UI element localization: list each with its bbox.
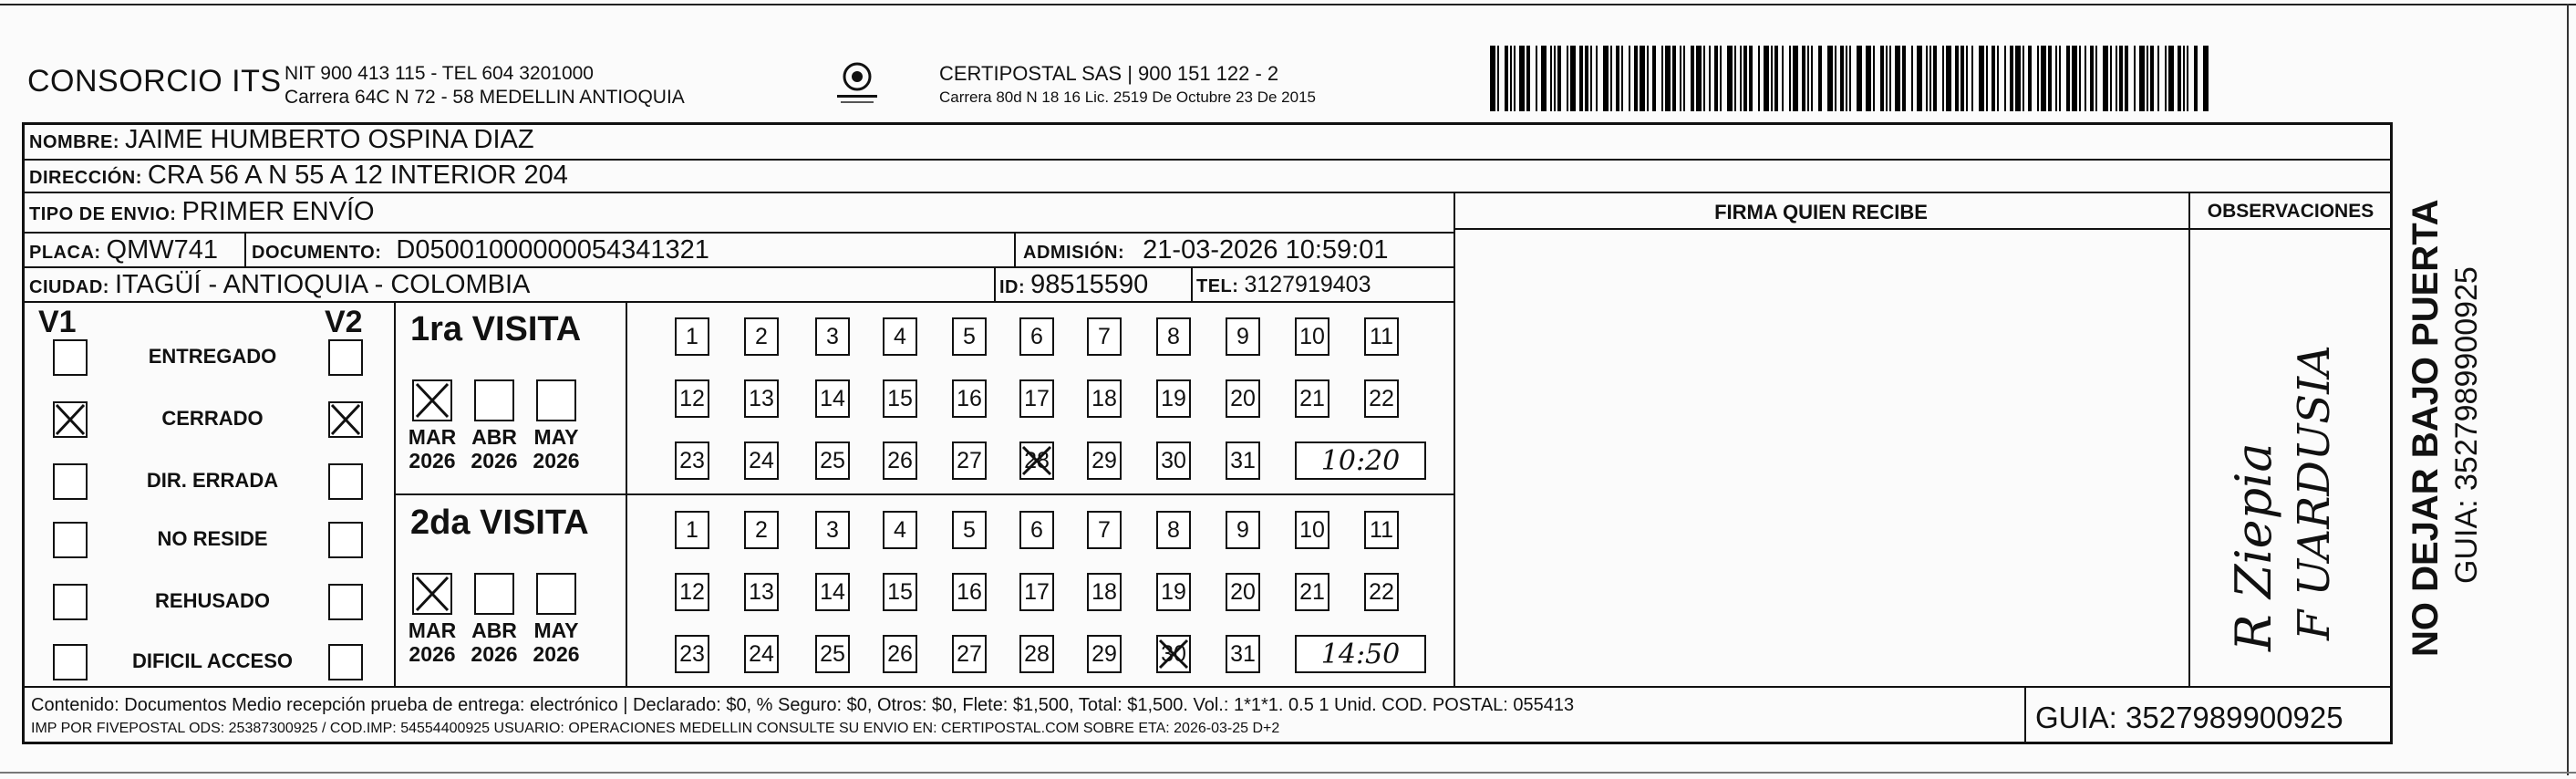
month-label: MAR 2026 — [408, 425, 457, 473]
side-guia-number: GUIA: 3527989900925 — [2449, 266, 2484, 584]
visit-time-box[interactable]: 14:50 — [1295, 635, 1426, 673]
month-checkbox[interactable] — [536, 379, 576, 421]
day-box[interactable]: 16 — [952, 573, 987, 611]
day-box[interactable]: 1 — [675, 317, 709, 356]
month-checkbox[interactable] — [474, 379, 514, 421]
admision-value: 21-03-2026 10:59:01 — [1143, 235, 1389, 265]
placa-row — [29, 235, 218, 265]
nombre-label: NOMBRE: — [29, 132, 120, 152]
row-line-3 — [22, 232, 1454, 234]
ciudad-value: ITAGÜÍ - ANTIOQUIA - COLOMBIA — [114, 270, 531, 299]
day-box[interactable]: 24 — [744, 635, 779, 673]
company-name: CONSORCIO ITS — [27, 64, 282, 99]
day-box[interactable]: 30 — [1156, 635, 1191, 673]
footer-imp: IMP POR FIVEPOSTAL ODS: 25387300925 / COD.IMP: 54554400925 USUARIO: OPERACIONES MEDELLIN CONSULTE SU ENVIO EN: CERTIPOSTAL.COM SOBRE ETA: 2026-03-25 D+2 — [31, 721, 1280, 736]
day-box[interactable]: 28 — [1019, 441, 1054, 480]
day-box[interactable]: 26 — [883, 441, 917, 480]
col-line-id — [994, 266, 996, 301]
tel-row — [1196, 272, 1371, 298]
footer-guia: GUIA: 3527989900925 — [2035, 701, 2343, 734]
day-box[interactable]: 14 — [815, 379, 850, 418]
month-label: MAY 2026 — [533, 425, 580, 473]
courier-logo — [832, 58, 883, 109]
courier-name-line: CERTIPOSTAL SAS | 900 151 122 - 2 — [939, 62, 1279, 85]
col-line-observaciones — [2188, 192, 2190, 686]
day-box[interactable]: 18 — [1087, 573, 1122, 611]
placa-label: PLACA: — [29, 243, 101, 263]
day-box[interactable]: 13 — [744, 573, 779, 611]
month-label: MAR 2026 — [408, 618, 457, 666]
top-edge-line — [0, 4, 2576, 5]
day-box[interactable]: 3 — [815, 317, 850, 356]
documento-label: DOCUMENTO: — [252, 243, 382, 263]
day-box[interactable]: 2 — [744, 317, 779, 356]
status-label: DIFICIL ACCESO — [131, 649, 293, 672]
col-line-firma — [1454, 192, 1455, 686]
tel-value: 3127919403 — [1244, 272, 1371, 297]
courier-info — [939, 62, 1316, 109]
v1-checkbox[interactable] — [53, 584, 88, 620]
v1-checkbox[interactable] — [53, 522, 88, 558]
v2-checkbox[interactable] — [328, 522, 363, 558]
day-box[interactable]: 23 — [675, 441, 709, 480]
nombre-value: JAIME HUMBERTO OSPINA DIAZ — [125, 125, 534, 154]
day-box[interactable]: 31 — [1226, 441, 1260, 480]
day-box[interactable]: 29 — [1087, 441, 1122, 480]
day-box[interactable]: 19 — [1156, 379, 1191, 418]
day-box[interactable]: 19 — [1156, 573, 1191, 611]
v1-checkbox[interactable] — [53, 644, 88, 680]
courier-logo-icon — [832, 58, 883, 109]
direccion-row — [29, 161, 568, 191]
v1-header: V1 — [38, 305, 77, 339]
col-line-tel — [1191, 266, 1193, 301]
day-box[interactable]: 28 — [1019, 635, 1054, 673]
courier-address-line: Carrera 80d N 18 16 Lic. 2519 De Octubre 23 De 2015 — [939, 88, 1316, 106]
placa-value: QMW741 — [106, 235, 219, 265]
day-box[interactable]: 2 — [744, 511, 779, 549]
month-label: MAY 2026 — [533, 618, 580, 666]
id-label: ID: — [999, 277, 1026, 297]
tipo-envio-row — [29, 197, 375, 227]
visit-time-box[interactable]: 10:20 — [1295, 441, 1426, 480]
day-box[interactable]: 14 — [815, 573, 850, 611]
direccion-value: CRA 56 A N 55 A 12 INTERIOR 204 — [147, 161, 568, 190]
company-info — [284, 62, 685, 109]
v2-checkbox[interactable] — [328, 644, 363, 680]
footer-contenido: Contenido: Documentos Medio recepción prueba de entrega: electrónico | Declarado: $0, % Seguro: $0, Otros: $0, Flete: $1,500, Total: $1,500. Vol.: 1*1*1. 0.5 1 Unid. COD. POSTAL: 055413 — [31, 695, 1575, 715]
firma-header: FIRMA QUIEN RECIBE — [1714, 201, 1928, 223]
day-box[interactable]: 5 — [952, 317, 987, 356]
nombre-row — [29, 125, 534, 155]
v1-checkbox[interactable] — [53, 463, 88, 500]
tipo-envio-value: PRIMER ENVÍO — [181, 197, 375, 226]
day-box[interactable]: 7 — [1087, 317, 1122, 356]
day-box[interactable]: 23 — [675, 635, 709, 673]
row-line-2 — [22, 192, 2393, 193]
day-box[interactable]: 8 — [1156, 317, 1191, 356]
handwritten-note-2: F UARDUSIA — [2289, 345, 2340, 640]
month-checkbox[interactable] — [536, 573, 576, 615]
visit-title: 1ra VISITA — [410, 310, 582, 348]
day-box[interactable]: 9 — [1226, 511, 1260, 549]
v2-checkbox[interactable] — [328, 339, 363, 376]
day-box[interactable]: 16 — [952, 379, 987, 418]
col-line-visit-days — [626, 301, 627, 686]
admision-label: ADMISIÓN: — [1023, 243, 1125, 263]
status-label: REHUSADO — [155, 589, 270, 612]
day-box[interactable]: 17 — [1019, 573, 1054, 611]
day-box[interactable]: 10 — [1295, 511, 1329, 549]
status-label: CERRADO — [161, 407, 264, 430]
documento-row — [252, 235, 709, 265]
day-box[interactable]: 1 — [675, 511, 709, 549]
row-line-3b — [1454, 228, 2393, 230]
v2-checkbox[interactable] — [328, 463, 363, 500]
month-label: ABR 2026 — [471, 618, 518, 666]
day-box[interactable]: 24 — [744, 441, 779, 480]
day-box[interactable]: 20 — [1226, 573, 1260, 611]
barcode — [1490, 46, 2219, 111]
footer-line — [22, 686, 2393, 688]
day-box[interactable]: 5 — [952, 511, 987, 549]
day-box[interactable]: 10 — [1295, 317, 1329, 356]
ciudad-row — [29, 270, 530, 300]
day-box[interactable]: 22 — [1364, 573, 1399, 611]
month-checkbox[interactable] — [412, 379, 452, 421]
day-box[interactable]: 27 — [952, 441, 987, 480]
day-box[interactable]: 26 — [883, 635, 917, 673]
id-row — [999, 270, 1148, 300]
col-line-admision — [1014, 232, 1016, 266]
v2-header: V2 — [325, 305, 363, 339]
no-dejar-warning: NO DEJAR BAJO PUERTA — [2405, 199, 2446, 657]
day-box[interactable]: 15 — [883, 379, 917, 418]
day-box[interactable]: 25 — [815, 635, 850, 673]
status-label: ENTREGADO — [148, 345, 277, 368]
col-line-footer-guia — [2024, 686, 2026, 744]
day-box[interactable]: 18 — [1087, 379, 1122, 418]
day-box[interactable]: 30 — [1156, 441, 1191, 480]
day-box[interactable]: 13 — [744, 379, 779, 418]
day-box[interactable]: 15 — [883, 573, 917, 611]
ciudad-label: CIUDAD: — [29, 277, 109, 297]
status-label: NO RESIDE — [157, 527, 268, 550]
day-box[interactable]: 7 — [1087, 511, 1122, 549]
tel-label: TEL: — [1196, 276, 1239, 296]
day-box[interactable]: 17 — [1019, 379, 1054, 418]
day-box[interactable]: 21 — [1295, 379, 1329, 418]
row-line-4 — [22, 266, 1454, 268]
day-box[interactable]: 8 — [1156, 511, 1191, 549]
bottom-edge-line — [0, 772, 2576, 774]
day-box[interactable]: 4 — [883, 317, 917, 356]
month-label: ABR 2026 — [471, 425, 518, 473]
v2-checkbox[interactable] — [328, 584, 363, 620]
day-box[interactable]: 6 — [1019, 317, 1054, 356]
day-box[interactable]: 9 — [1226, 317, 1260, 356]
day-box[interactable]: 27 — [952, 635, 987, 673]
day-box[interactable]: 25 — [815, 441, 850, 480]
documento-value: D05001000000054341321 — [396, 235, 709, 265]
day-box[interactable]: 11 — [1364, 511, 1399, 549]
id-value: 98515590 — [1030, 270, 1149, 299]
row-line-5 — [22, 301, 1454, 303]
day-box[interactable]: 21 — [1295, 573, 1329, 611]
right-edge-line — [2567, 4, 2569, 775]
observaciones-header: OBSERVACIONES — [2207, 201, 2374, 222]
month-checkbox[interactable] — [412, 573, 452, 615]
col-line-placa — [244, 232, 246, 266]
day-box[interactable]: 12 — [675, 379, 709, 418]
day-box[interactable]: 22 — [1364, 379, 1399, 418]
day-box[interactable]: 12 — [675, 573, 709, 611]
visit-title: 2da VISITA — [410, 504, 589, 542]
day-box[interactable]: 3 — [815, 511, 850, 549]
day-box[interactable]: 11 — [1364, 317, 1399, 356]
visit-divider-line — [394, 493, 1454, 495]
v1-checkbox[interactable] — [53, 401, 88, 438]
v2-checkbox[interactable] — [328, 401, 363, 438]
day-box[interactable]: 20 — [1226, 379, 1260, 418]
day-box[interactable]: 29 — [1087, 635, 1122, 673]
tipo-envio-label: TIPO DE ENVIO: — [29, 204, 177, 224]
handwritten-note-1: R Ziepia — [2225, 442, 2282, 651]
day-box[interactable]: 31 — [1226, 635, 1260, 673]
company-address-line: Carrera 64C N 72 - 58 MEDELLIN ANTIOQUIA — [284, 87, 685, 108]
admision-row — [1023, 235, 1388, 265]
v1-checkbox[interactable] — [53, 339, 88, 376]
month-checkbox[interactable] — [474, 573, 514, 615]
day-box[interactable]: 6 — [1019, 511, 1054, 549]
status-label: DIR. ERRADA — [146, 469, 279, 492]
day-box[interactable]: 4 — [883, 511, 917, 549]
company-nit-line: NIT 900 413 115 - TEL 604 3201000 — [284, 63, 594, 84]
direccion-label: DIRECCIÓN: — [29, 168, 142, 188]
